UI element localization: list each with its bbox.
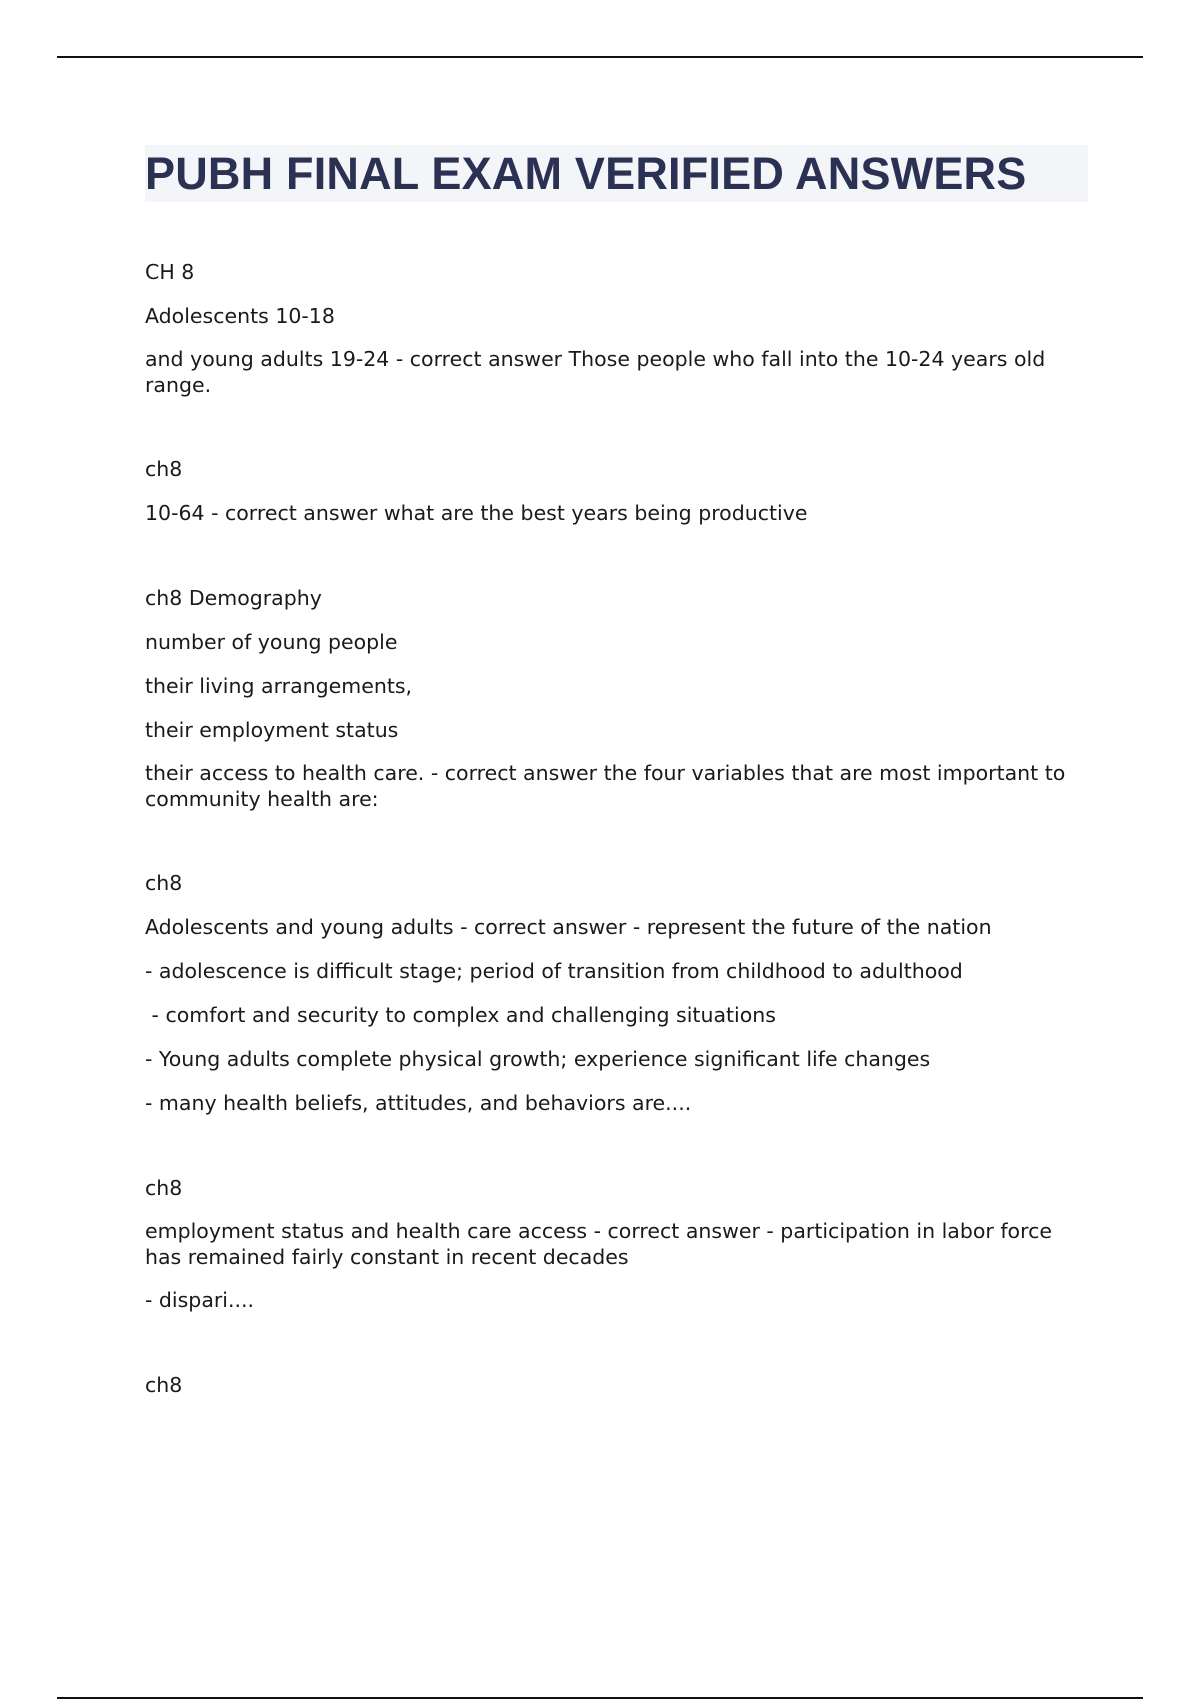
flashcard — [145, 258, 1085, 398]
flashcard-line: 10-64 - correct answer what are the best years being productive — [145, 501, 808, 525]
flashcard-line: number of young people — [145, 630, 398, 654]
flashcard-line: their living arrangements, — [145, 674, 413, 698]
flashcard-list — [145, 258, 1085, 1456]
flashcard-line: Adolescents and young adults - correct answer - represent the future of the nation — [145, 915, 992, 939]
flashcard-line: - adolescence is difficult stage; period of transition from childhood to adulthood — [145, 959, 963, 983]
flashcard-line: and young adults 19-24 - correct answer Those people who fall into the 10-24 years old range. — [145, 347, 1052, 397]
flashcard-line: Adolescents 10-18 — [145, 304, 335, 328]
flashcard — [145, 455, 1085, 527]
flashcard — [145, 869, 1085, 1117]
flashcard — [145, 1371, 1085, 1399]
flashcard-line: - Young adults complete physical growth; experience significant life changes — [145, 1047, 931, 1071]
document-title: PUBH FINAL EXAM VERIFIED ANSWERS — [145, 148, 1027, 199]
flashcard-heading: CH 8 — [145, 260, 195, 284]
flashcard-heading: ch8 — [145, 457, 183, 481]
flashcard-heading: ch8 — [145, 1373, 183, 1397]
flashcard-heading: ch8 — [145, 1176, 183, 1200]
top-rule — [57, 56, 1143, 58]
flashcard-line: - comfort and security to complex and challenging situations — [145, 1003, 776, 1027]
flashcard-line: their employment status — [145, 718, 399, 742]
flashcard — [145, 584, 1085, 812]
flashcard-heading: ch8 — [145, 871, 183, 895]
bottom-rule — [57, 1697, 1143, 1699]
flashcard — [145, 1174, 1085, 1314]
flashcard-line: - dispari.... — [145, 1288, 255, 1312]
flashcard-line: employment status and health care access - correct answer - participation in labor force has remained fairly constant in recent decades — [145, 1219, 1059, 1269]
flashcard-heading: ch8 Demography — [145, 586, 322, 610]
flashcard-line: - many health beliefs, attitudes, and behaviors are.... — [145, 1091, 692, 1115]
flashcard-line: their access to health care. - correct answer the four variables that are most important to community health are: — [145, 761, 1072, 811]
title-banner — [145, 145, 1088, 202]
